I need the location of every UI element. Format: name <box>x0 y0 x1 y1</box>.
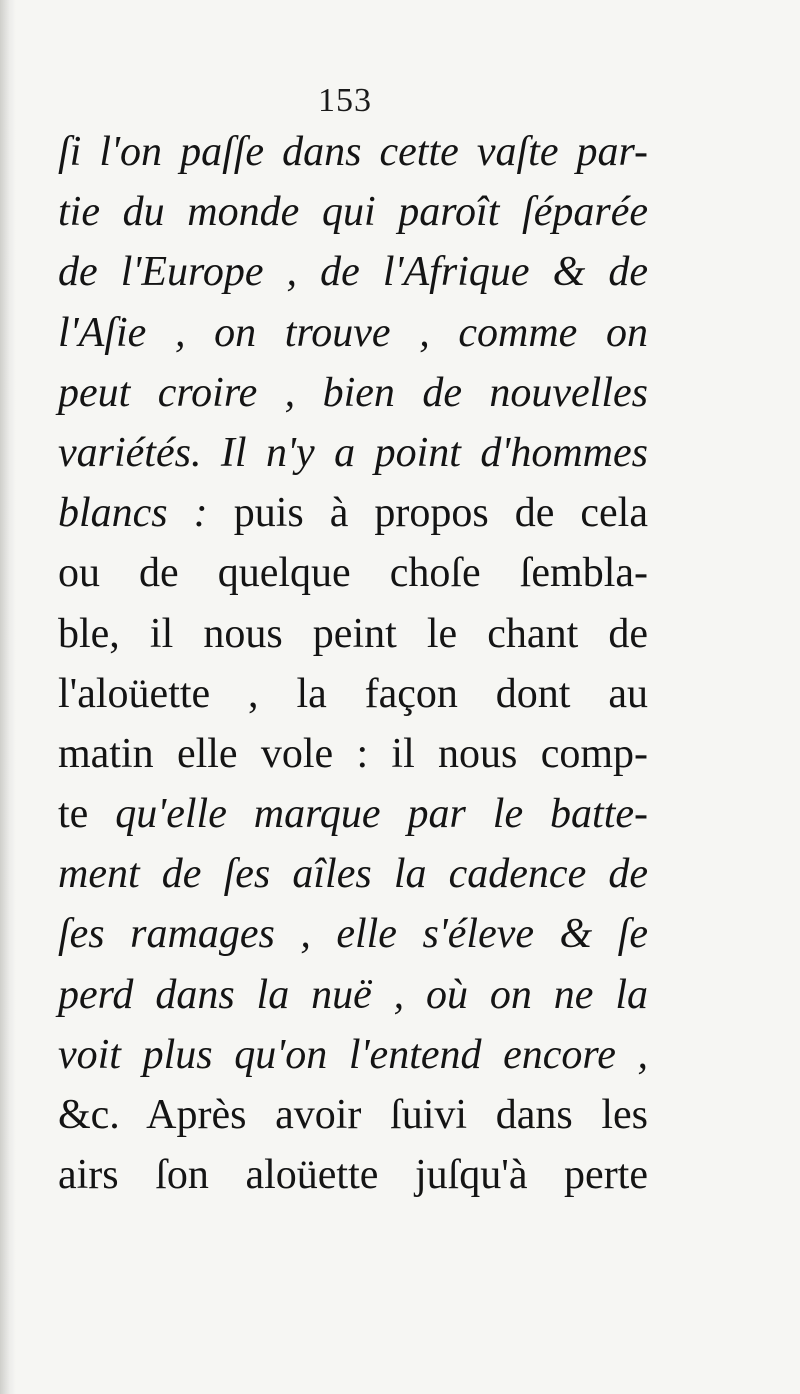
text-line: l'Aſie , on trouve , comme on <box>58 309 648 356</box>
text-line: l'aloüette , la façon dont au <box>58 670 648 717</box>
text-line: de l'Europe , de l'Afrique & de <box>58 249 648 296</box>
page-edge-shadow <box>0 0 16 1394</box>
text-line <box>58 483 648 543</box>
text-segment-italic: qu'elle marque par le batte- <box>115 791 649 838</box>
text-segment-roman: puis à propos de cela <box>207 490 648 537</box>
body-text <box>58 122 648 1205</box>
text-line: perd dans la nuë , où on ne la <box>58 971 648 1018</box>
text-line: peut croire , bien de nouvelles <box>58 369 648 416</box>
text-line: tie du monde qui paroît ſéparée <box>58 189 648 236</box>
text-line: ſes ramages , elle s'éleve & ſe <box>58 911 648 958</box>
text-line: voit plus qu'on l'entend encore , <box>58 1031 648 1078</box>
text-line: variétés. Il n'y a point d'hommes <box>58 429 648 476</box>
text-line <box>58 784 648 844</box>
text-segment-roman: te <box>58 791 116 838</box>
text-line: matin elle vole : il nous comp- <box>58 730 648 777</box>
text-line: ſi l'on paſſe dans cette vaſte par- <box>58 129 648 175</box>
text-segment-italic: blancs : <box>58 490 208 537</box>
text-line: ment de ſes aîles la cadence de <box>58 851 648 898</box>
text-line: ble, il nous peint le chant de <box>58 610 648 657</box>
page-number: 153 <box>318 82 372 119</box>
text-line: ou de quelque choſe ſembla- <box>58 550 648 597</box>
text-line: airs ſon aloüette juſqu'à perte <box>58 1152 648 1199</box>
text-line: &c. Après avoir ſuivi dans les <box>58 1092 648 1138</box>
